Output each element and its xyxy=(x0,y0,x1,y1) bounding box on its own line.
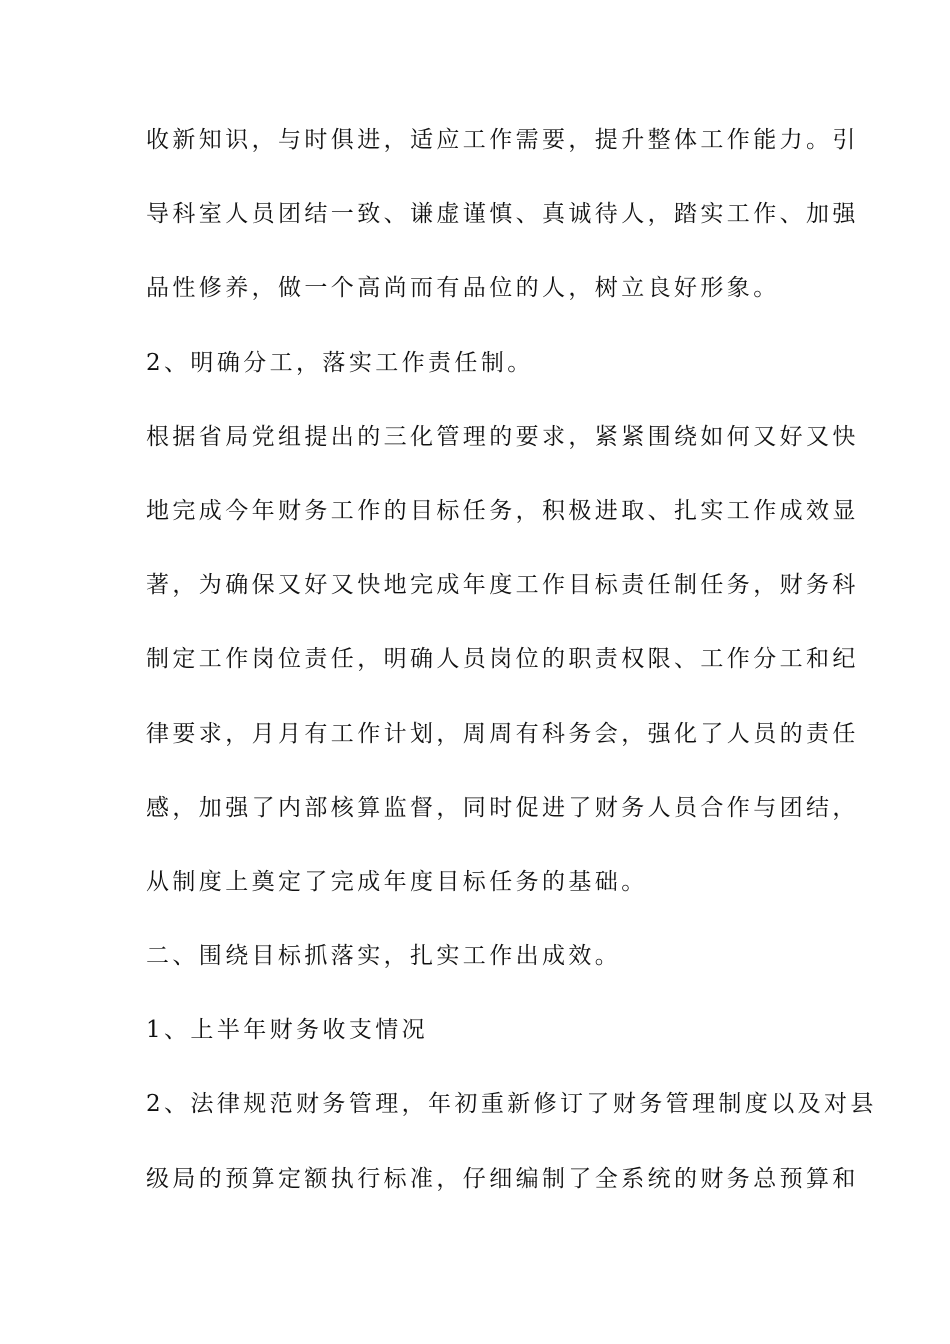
text-line-11: 从制度上奠定了完成年度目标任务的基础。 xyxy=(146,868,648,895)
text-line-12: 二、围绕目标抓落实，扎实工作出成效。 xyxy=(146,943,622,970)
text-line-10: 感，加强了内部核算监督，同时促进了财务人员合作与团结， xyxy=(146,794,859,821)
document-body xyxy=(146,103,877,1216)
text-line-7: 著，为确保又好又快地完成年度工作目标责任制任务，财务科 xyxy=(146,572,859,599)
text-line-5: 根据省局党组提出的三化管理的要求，紧紧围绕如何又好又快 xyxy=(146,423,859,450)
text-line-13: 1、上半年财务收支情况 xyxy=(146,1017,429,1044)
text-line-8: 制定工作岗位责任，明确人员岗位的职责权限、工作分工和纪 xyxy=(146,646,859,673)
text-line-3: 品性修养，做一个高尚而有品位的人，树立良好形象。 xyxy=(146,275,780,302)
text-line-2: 导科室人员团结一致、谦虚谨慎、真诚待人，踏实工作、加强 xyxy=(146,201,859,228)
text-line-1: 收新知识，与时俱进，适应工作需要，提升整体工作能力。引 xyxy=(146,127,859,153)
text-line-4: 2、明确分工，落实工作责任制。 xyxy=(146,349,534,376)
text-line-14: 2、法律规范财务管理，年初重新修订了财务管理制度以及对县 xyxy=(146,1091,877,1118)
text-line-15: 级局的预算定额执行标准，仔细编制了全系统的财务总预算和 xyxy=(146,1165,859,1192)
text-line-9: 律要求，月月有工作计划，周周有科务会，强化了人员的责任 xyxy=(146,720,859,747)
text-line-6: 地完成今年财务工作的目标任务，积极进取、扎实工作成效显 xyxy=(146,497,859,524)
